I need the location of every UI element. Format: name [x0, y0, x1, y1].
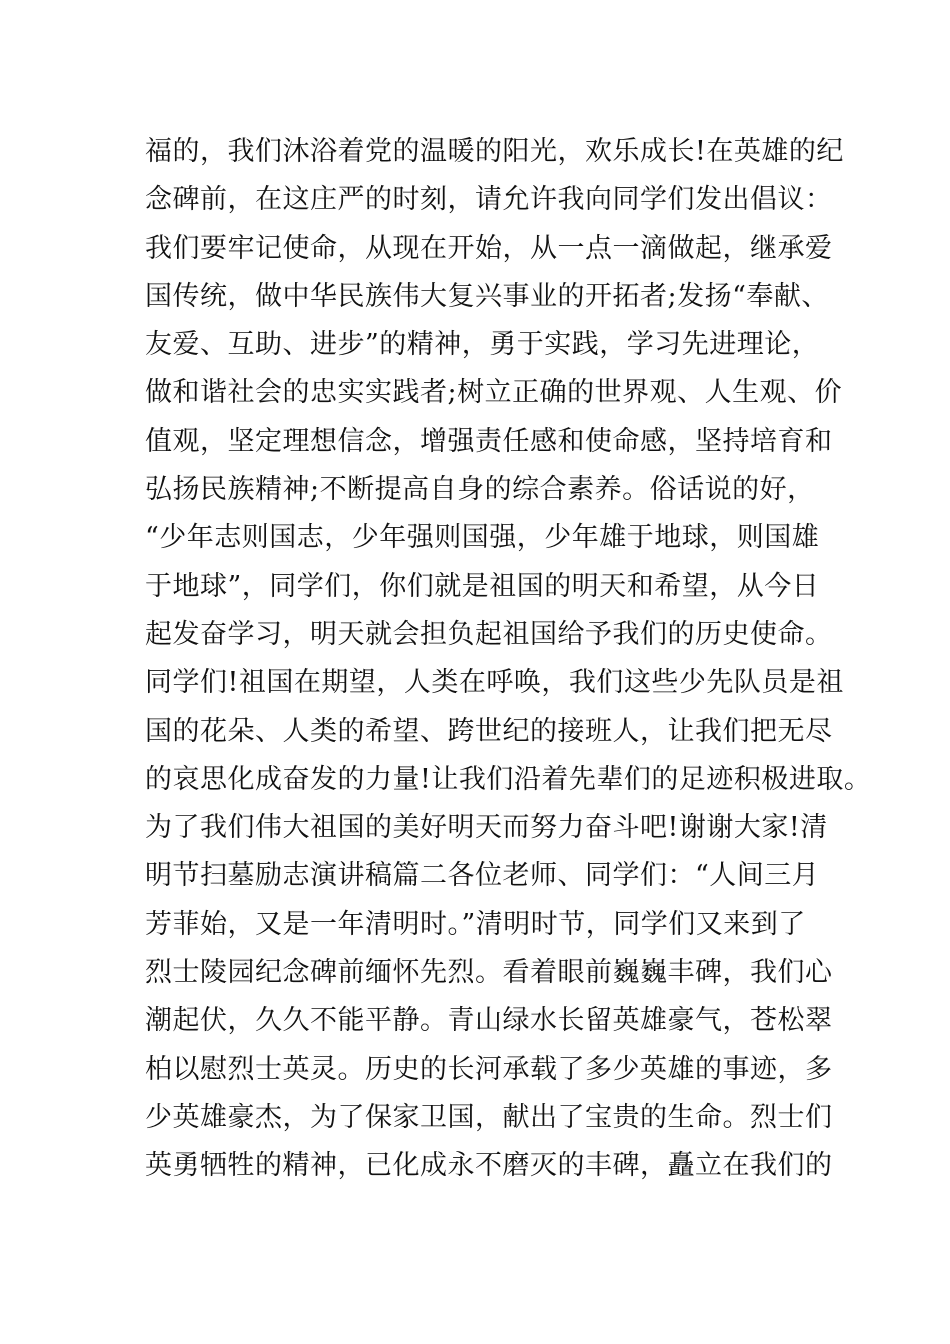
body-text: [145, 128, 872, 1191]
text-line: 于地球”，同学们，你们就是祖国的明天和希望，从今日: [145, 570, 820, 602]
text-line: 我们要牢记使命，从现在开始，从一点一滴做起，继承爱: [145, 232, 833, 264]
text-line: 明节扫墓励志演讲稿篇二各位老师、同学们：“人间三月: [145, 860, 820, 892]
text-line: 同学们!祖国在期望，人类在呼唤，我们这些少先队员是祖: [145, 667, 844, 699]
text-line: 值观，坚定理想信念，增强责任感和使命感，坚持培育和: [145, 425, 833, 457]
text-line: 弘扬民族精神;不断提高自身的综合素养。俗话说的好，: [145, 474, 815, 506]
text-line: 少英雄豪杰，为了保家卫国，献出了宝贵的生命。烈士们: [145, 1101, 833, 1133]
text-line: 芳菲始，又是一年清明时。”清明时节，同学们又来到了: [145, 908, 806, 940]
text-line: 做和谐社会的忠实实践者;树立正确的世界观、人生观、价: [145, 377, 843, 409]
text-line: “少年志则国志，少年强则国强，少年雄于地球，则国雄: [145, 522, 820, 554]
text-line: 念碑前，在这庄严的时刻，请允许我向同学们发出倡议：: [145, 184, 833, 216]
text-line: 友爱、互助、进步”的精神，勇于实践，学习先进理论，: [145, 329, 820, 361]
text-line: 国的花朵、人类的希望、跨世纪的接班人，让我们把无尽: [145, 715, 833, 747]
text-line: 柏以慰烈士英灵。历史的长河承载了多少英雄的事迹，多: [145, 1053, 833, 1085]
text-line: 为了我们伟大祖国的美好明天而努力奋斗吧!谢谢大家!清: [145, 812, 828, 844]
text-line: 烈士陵园纪念碑前缅怀先烈。看着眼前巍巍丰碑，我们心: [145, 957, 833, 989]
text-line: 国传统，做中华民族伟大复兴事业的开拓者;发扬“奉献、: [145, 280, 829, 312]
text-line: 起发奋学习，明天就会担负起祖国给予我们的历史使命。: [145, 618, 833, 650]
text-line: 的哀思化成奋发的力量!让我们沿着先辈们的足迹积极进取。: [145, 763, 872, 795]
text-line: 福的，我们沐浴着党的温暖的阳光，欢乐成长!在英雄的纪: [145, 136, 844, 167]
text-line: 潮起伏，久久不能平静。青山绿水长留英雄豪气，苍松翠: [145, 1005, 833, 1037]
text-line: 英勇牺牲的精神，已化成永不磨灭的丰碑，矗立在我们的: [145, 1150, 833, 1182]
